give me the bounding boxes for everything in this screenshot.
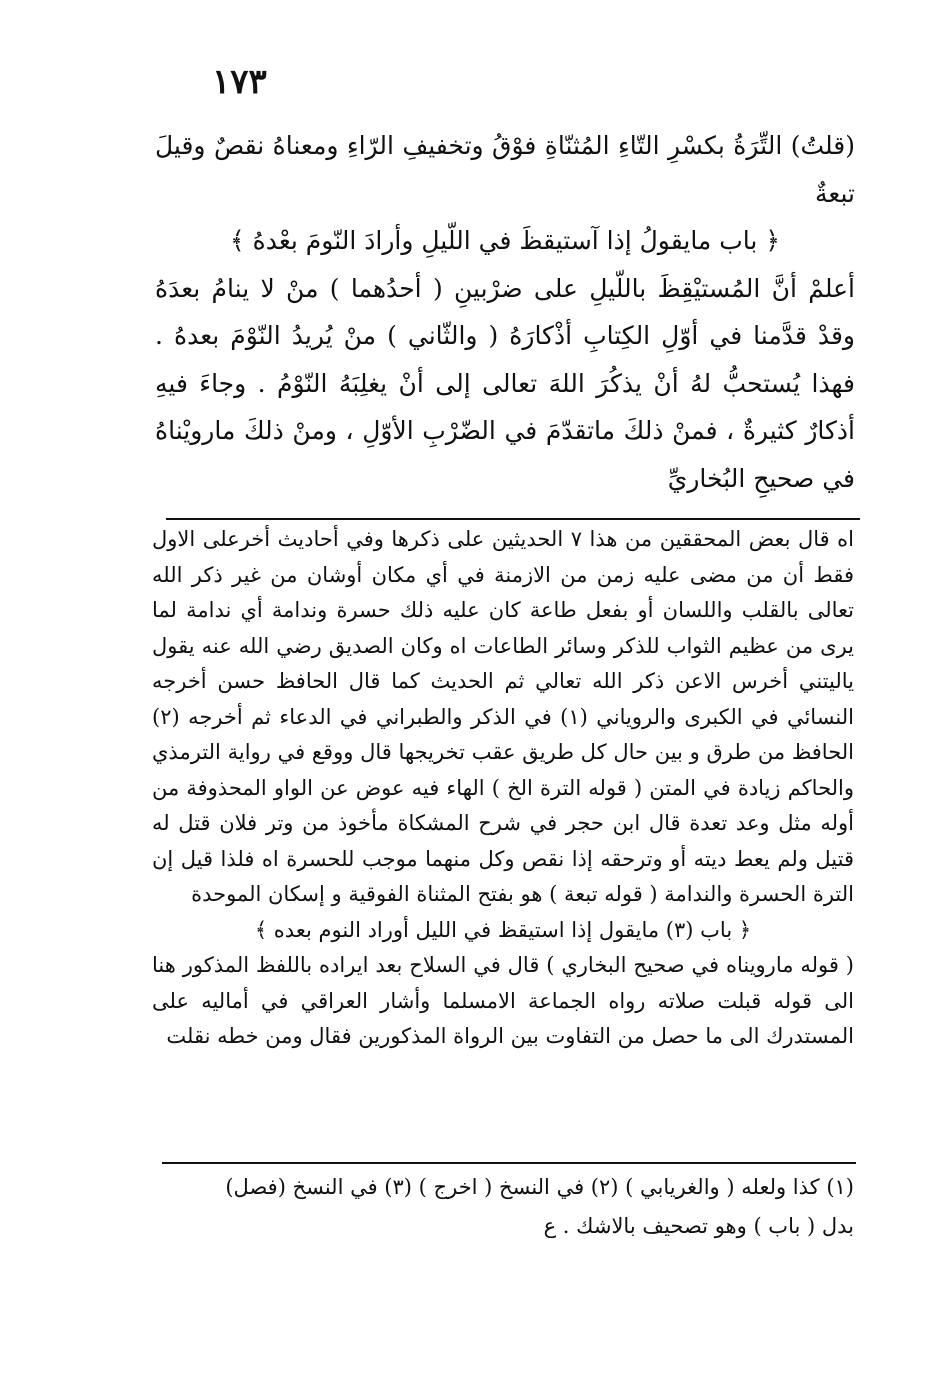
main-text <box>155 122 855 502</box>
main-paragraph-2: أعلمْ أنَّ المُستيْقِظَ باللّيلِ على ضرْبينِ ( أحدُهما ) منْ لا ينامُ بعدَهُ وقدْ قدَّمنا في أوّلِ الكِتابِ أذْكارَهُ ( والثّاني ) منْ يُريدُ النّوْمَ بعدهُ . فهذا يُستحبُّ لهُ أنْ يذكُرَ اللهَ تعالى إلى أنْ يغلِبَهُ النّوْمُ . وجاءَ فيهِ أذكارٌ كثيرةٌ ، فمنْ ذلكَ ماتقدّمَ في الضّرْبِ الأوّلِ ، ومنْ ذلكَ مارويْناهُ في صحيحِ البُخاريِّ <box>155 273 855 493</box>
footnotes-section <box>152 1168 854 1246</box>
footnote-separator-line <box>162 1162 856 1164</box>
footnote-line-1: (١) كذا ولعله ( والغريابي ) (٢) في النسخ ( اخرج ) (٣) في النسخ (فصل) <box>225 1175 854 1199</box>
commentary-paragraph-2: ( قوله مارويناه في صحيح البخاري ) قال في السلاح بعد ايراده باللفظ المذكور هنا الى قوله قبلت صلاته رواه الجماعة الامسلما وأشار العراقي في أماليه على المستدرك الى ما حصل من التفاوت بين الرواة المذكورين فقال ومن خطه نقلت <box>152 953 854 1048</box>
commentary-heading: ﴿ باب (٣) مايقول إذا استيقظ في الليل أوراد النوم بعده ﴾ <box>254 917 752 942</box>
commentary-section <box>152 522 854 1055</box>
separator-line <box>166 518 860 520</box>
main-paragraph-1: (قلتُ) التِّرَةُ بكسْرِ التّاءِ المُثنّاةِ فوْقُ وتخفيفِ الرّاءِ ومعناهُ نقصٌ وقيلَ تبعةٌ <box>155 131 855 208</box>
footnote-line-2: بدل ( باب ) وهو تصحيف بالاشك . ع <box>543 1214 854 1238</box>
chapter-heading: ﴿ باب مايقولُ إذا آستيقظَ في اللّيلِ وأرادَ النّومَ بعْدهُ ﴾ <box>230 226 780 255</box>
commentary-paragraph-1: اه قال بعض المحققين من هذا ٧ الحديثين على ذكرها وفي أحاديث أخرعلى الاول فقط أن من مضى عليه زمن من الازمنة في أي مكان أوشان من غير ذكر الله تعالى بالقلب واللسان أو بفعل طاعة كان عليه ذلك حسرة وندامة أي ندامة لما يرى من عظيم الثواب للذكر وسائر الطاعات اه وكان الصديق رضي الله عنه يقول ياليتني أخرس الاعن ذكر الله تعالي ثم الحديث كما قال الحافظ حسن أخرجه النسائي في الكبرى والروياني (١) في الذكر والطبراني في الدعاء ثم أخرجه (٢) الحافظ من طرق و بين حال كل طريق عقب تخريجها قال ووقع في رواية الترمذي والحاكم زيادة في المتن ( قوله الترة الخ ) الهاء فيه عوض عن الواو المحذوفة من أوله مثل وعد تعدة قال ابن حجر في شرح المشكاة مأخوذ من وتر فلان قتل له قتيل ولم يعط ديته أو وترحقه إذا نقص وكل منهما موجب للحسرة اه فلذا قيل إن الترة الحسرة والندامة ( قوله تبعة ) هو بفتح المثناة الفوقية و إسكان الموحدة <box>152 527 854 906</box>
page-number: ١٧٣ <box>212 62 267 102</box>
